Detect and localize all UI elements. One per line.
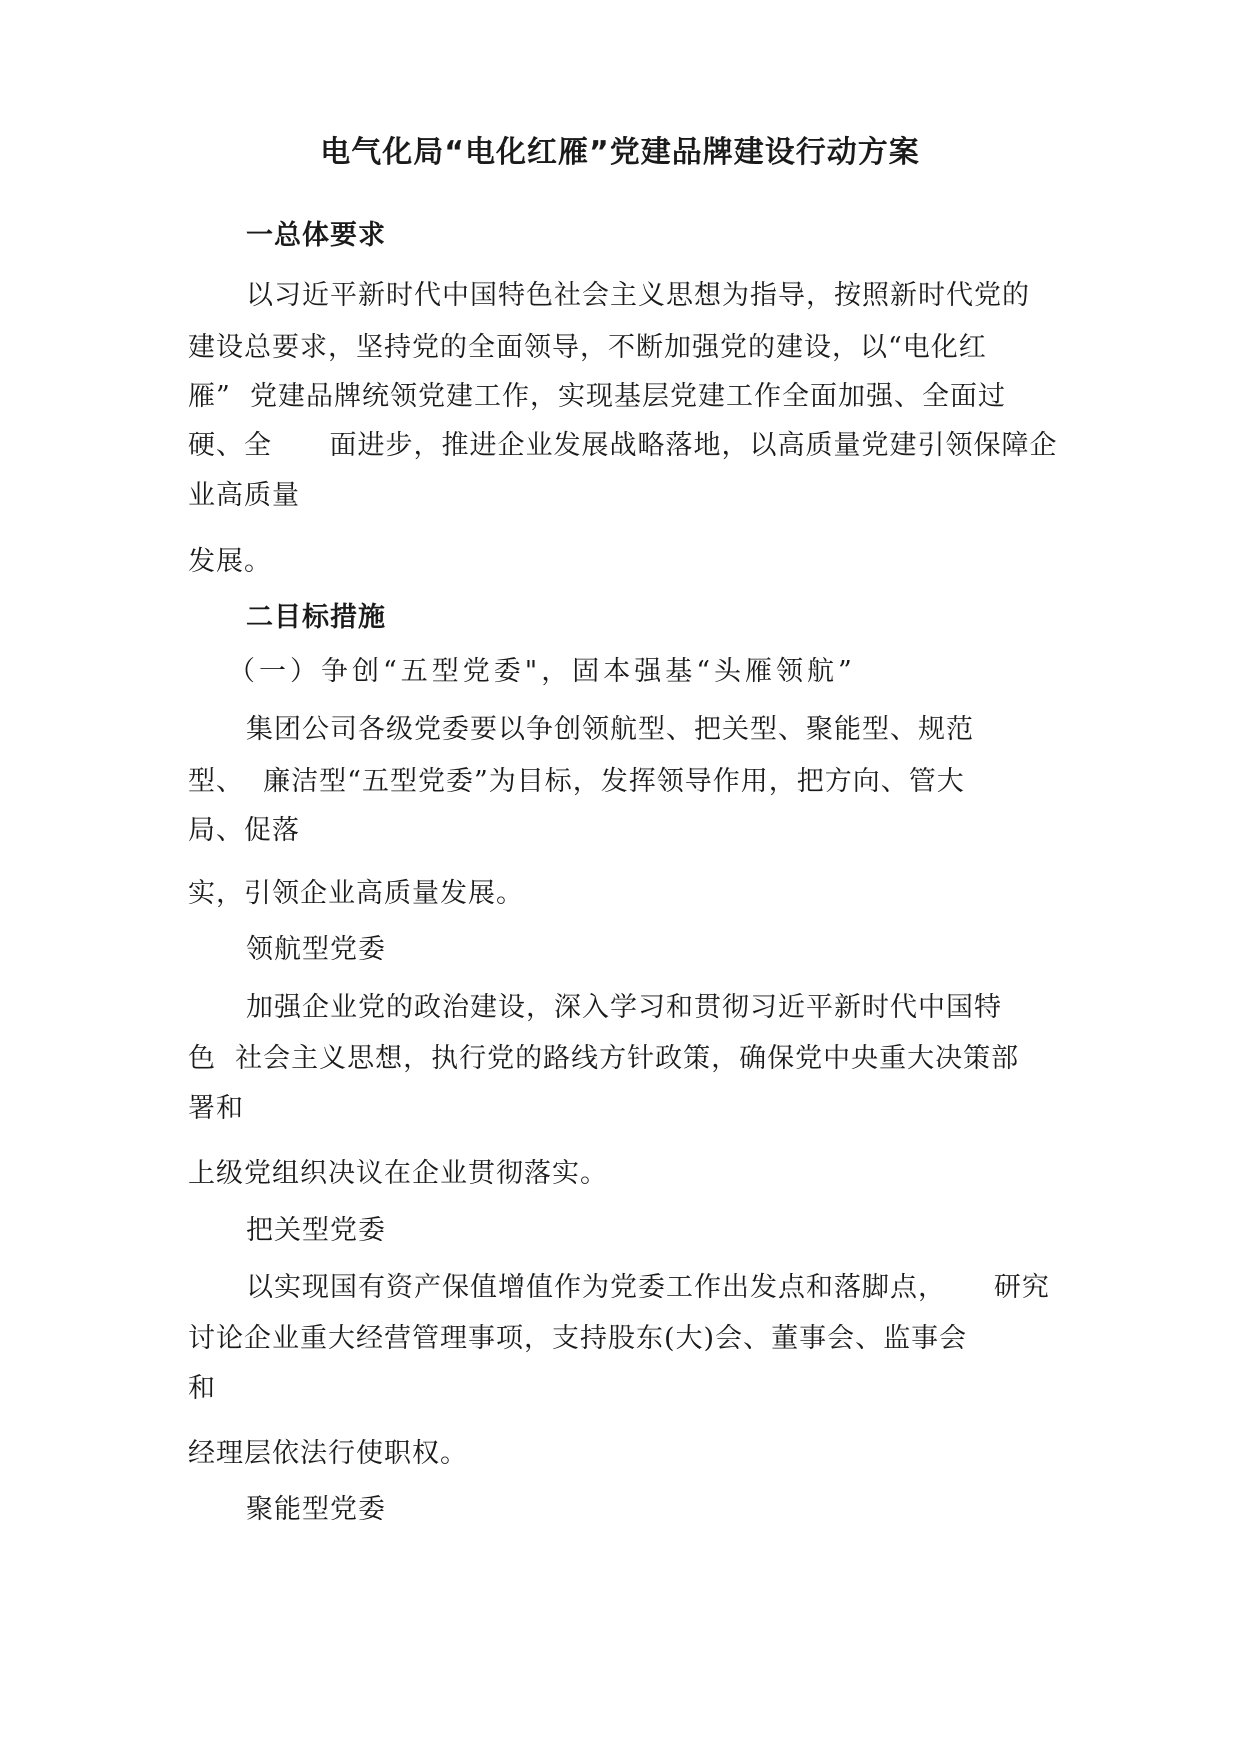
item-heading-leading-committee: 领航型党委: [246, 934, 386, 965]
paragraph-line: 色 社会主义思想，执行党的路线方针政策，确保党中央重大决策部: [188, 1043, 1020, 1074]
document-title: 电气化局“电化红雁”党建品牌建设行动方案: [320, 135, 920, 170]
paragraph-line: 加强企业党的政治建设，深入学习和贯彻习近平新时代中国特: [246, 992, 1002, 1023]
paragraph-line: 发展。: [188, 546, 272, 577]
paragraph-line: 经理层依法行使职权。: [188, 1438, 468, 1469]
paragraph-line: 实，引领企业高质量发展。: [188, 878, 524, 909]
paragraph-line: 硬、全 面进步，推进企业发展战略落地，以高质量党建引领保障企: [188, 430, 1058, 461]
subsection-heading: （一）争创“五型党委"，固本强基“头雁领航”: [228, 656, 856, 687]
paragraph-line: 上级党组织决议在企业贯彻落实。: [188, 1158, 608, 1189]
paragraph-line: 讨论企业重大经营管理事项，支持股东(大)会、董事会、监事会: [188, 1323, 968, 1354]
section-heading-goals-measures: 二目标措施: [246, 602, 386, 633]
item-heading-gatekeeping-committee: 把关型党委: [246, 1215, 386, 1246]
paragraph-line: 型、 廉洁型“五型党委”为目标，发挥领导作用，把方向、管大: [188, 766, 965, 797]
paragraph-line: 建设总要求，坚持党的全面领导，不断加强党的建设，以“电化红: [188, 332, 987, 363]
paragraph-line: 和: [188, 1373, 216, 1404]
paragraph-line: 集团公司各级党委要以争创领航型、把关型、聚能型、规范: [246, 714, 974, 745]
item-heading-cohesion-committee: 聚能型党委: [246, 1494, 386, 1525]
paragraph-line: 署和: [188, 1093, 244, 1124]
paragraph-line: 以习近平新时代中国特色社会主义思想为指导，按照新时代党的: [246, 280, 1030, 311]
paragraph-line: 以实现国有资产保值增值作为党委工作出发点和落脚点， 研究: [246, 1272, 1050, 1303]
paragraph-line: 雁” 党建品牌统领党建工作，实现基层党建工作全面加强、全面过: [188, 381, 1006, 412]
paragraph-line: 局、促落: [188, 815, 300, 846]
paragraph-line: 业高质量: [188, 480, 300, 511]
section-heading-overall-requirements: 一总体要求: [246, 220, 386, 251]
